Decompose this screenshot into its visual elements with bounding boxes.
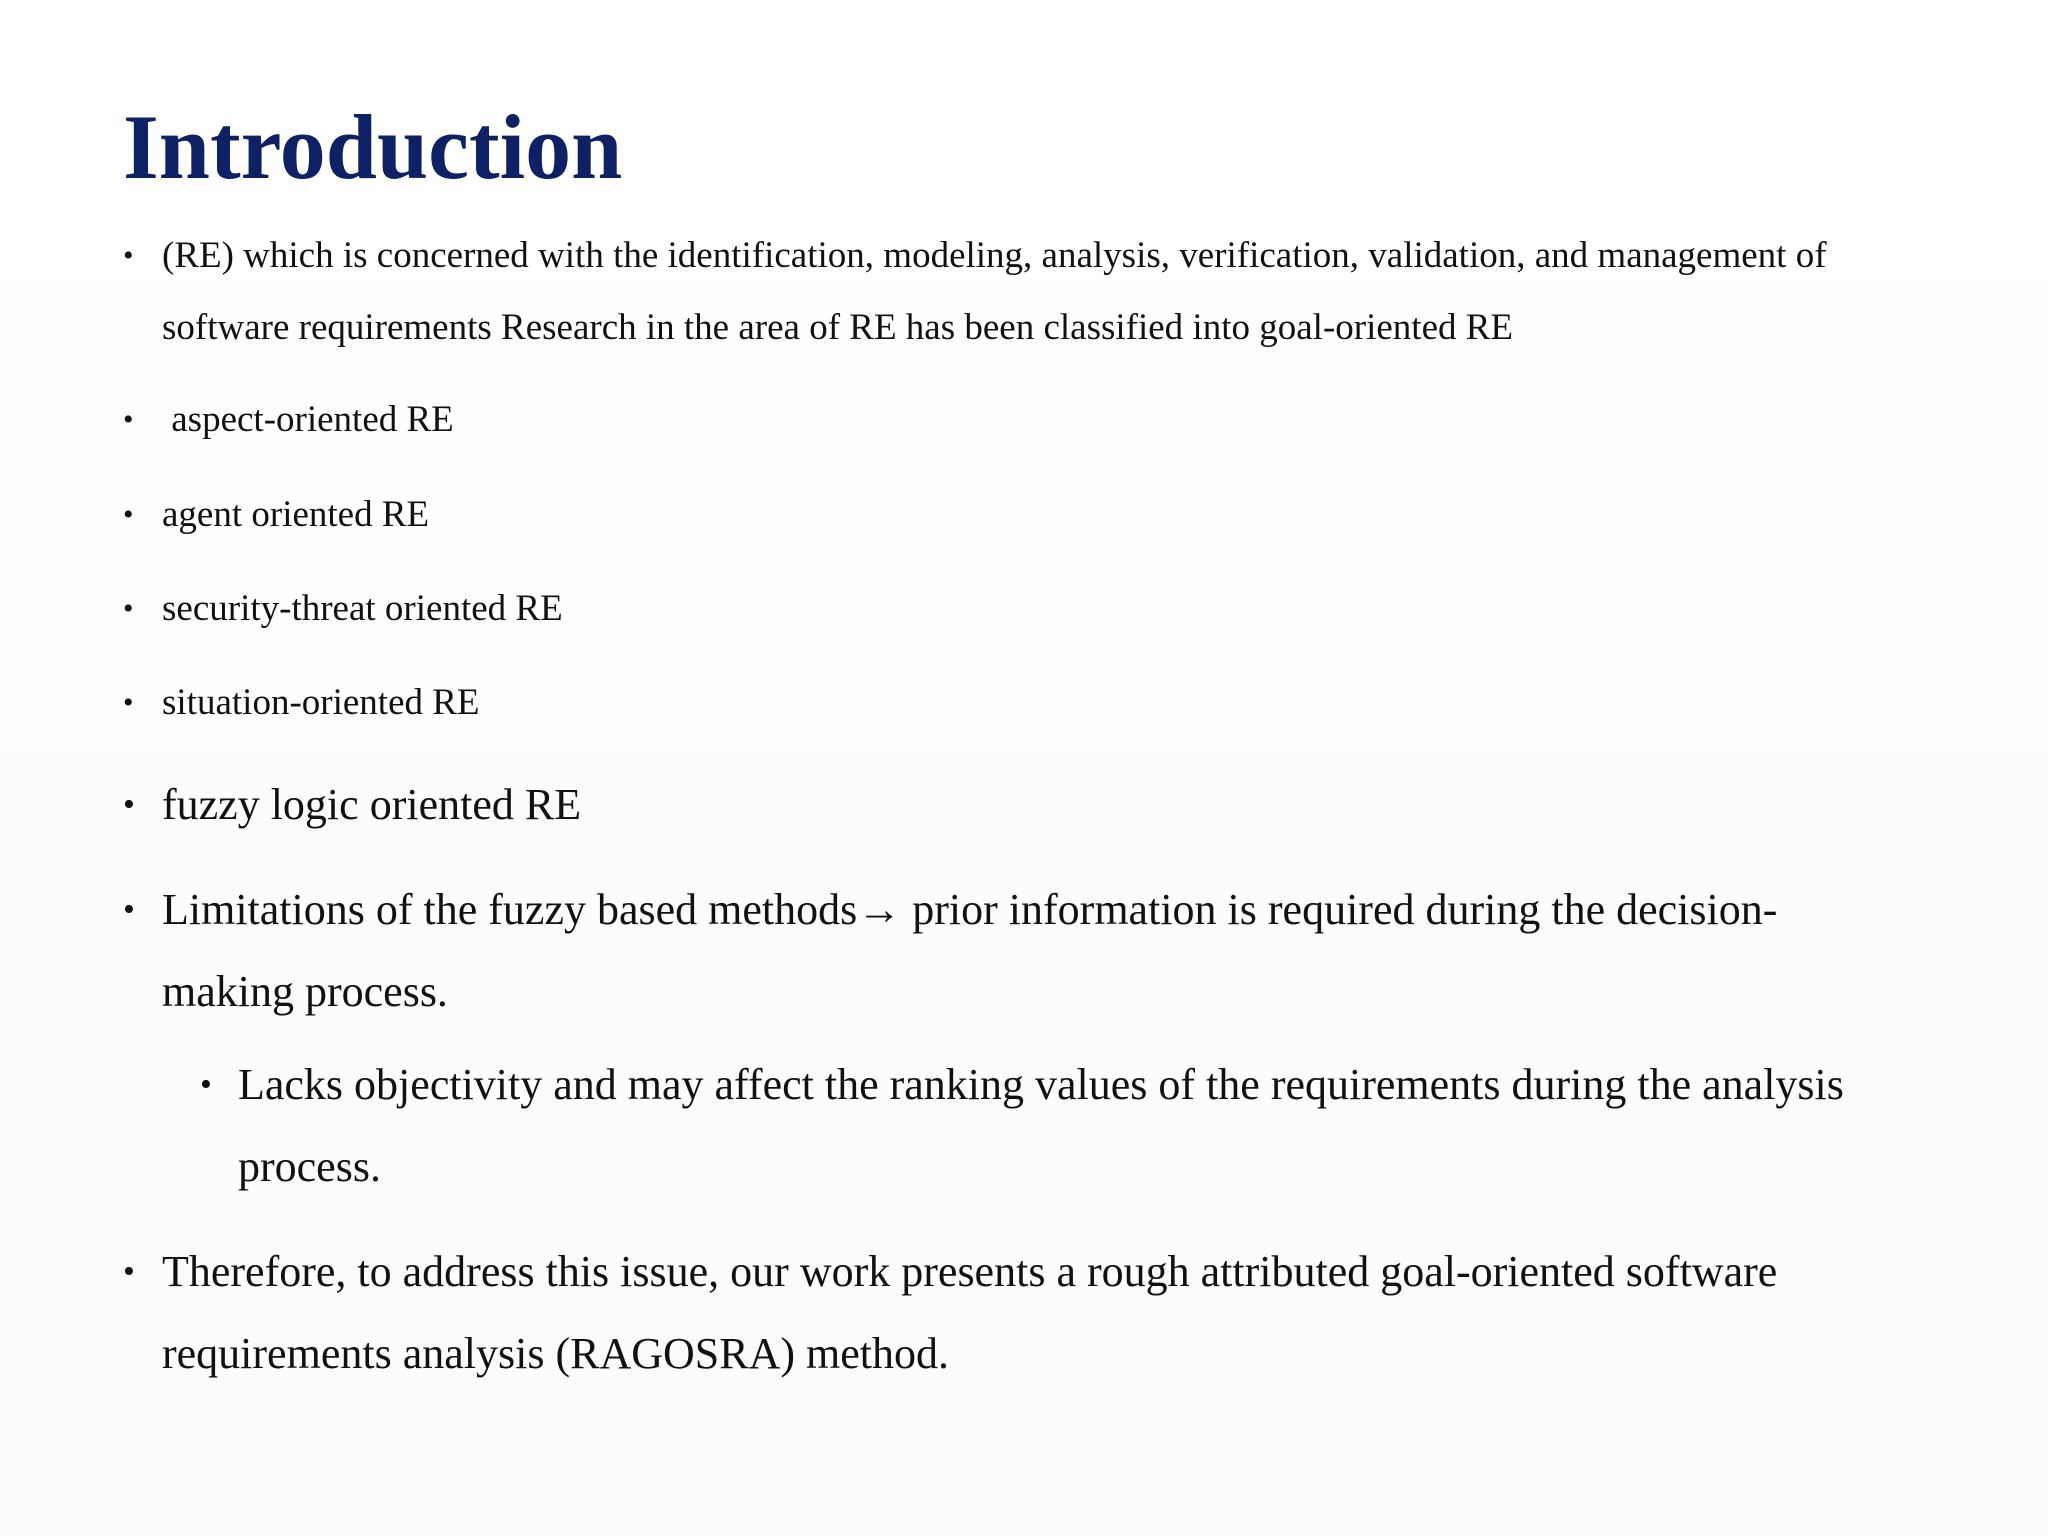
slide-title: Introduction — [123, 96, 623, 198]
bullet-item — [123, 573, 1923, 645]
bullet-text: security-threat oriented RE — [162, 588, 563, 629]
bullet-item — [123, 1231, 1883, 1395]
bullet-text: Lacks objectivity and may affect the ranking values of the requirements during the analysis process. — [238, 1060, 1844, 1191]
bullet-text: (RE) which is concerned with the identification, modeling, analysis, verification, validation, and management of software requirements Research in the area of RE has been classified into goal-oriented RE — [162, 235, 1827, 348]
bullet-text: Limitations of the fuzzy based methods→ prior information is required during the decision-making process. — [162, 885, 1778, 1016]
bullet-marker: • — [200, 1066, 212, 1103]
bullet-item — [123, 667, 1923, 739]
bullet-text: aspect-oriented RE — [162, 399, 454, 440]
bullet-marker: • — [123, 498, 134, 531]
bullet-marker: • — [123, 403, 134, 436]
bullet-marker: • — [123, 891, 135, 928]
bullet-item — [123, 479, 1923, 551]
bullet-item — [123, 220, 1923, 364]
bullet-marker: • — [123, 592, 134, 625]
bullet-text: situation-oriented RE — [162, 682, 480, 723]
bullet-text: fuzzy logic oriented RE — [162, 780, 582, 829]
bullet-item — [123, 764, 1923, 846]
bullet-marker: • — [123, 786, 135, 823]
bullet-text: agent oriented RE — [162, 494, 430, 535]
bullet-item — [123, 384, 1923, 456]
sub-bullet-item — [200, 1044, 1920, 1208]
bullet-marker: • — [123, 239, 134, 272]
bullet-marker: • — [123, 1253, 135, 1290]
bullet-item — [123, 869, 1883, 1033]
bullet-text: Therefore, to address this issue, our work presents a rough attributed goal-oriented software requirements analysis (RAGOSRA) method. — [162, 1247, 1778, 1378]
bullet-marker: • — [123, 686, 134, 719]
